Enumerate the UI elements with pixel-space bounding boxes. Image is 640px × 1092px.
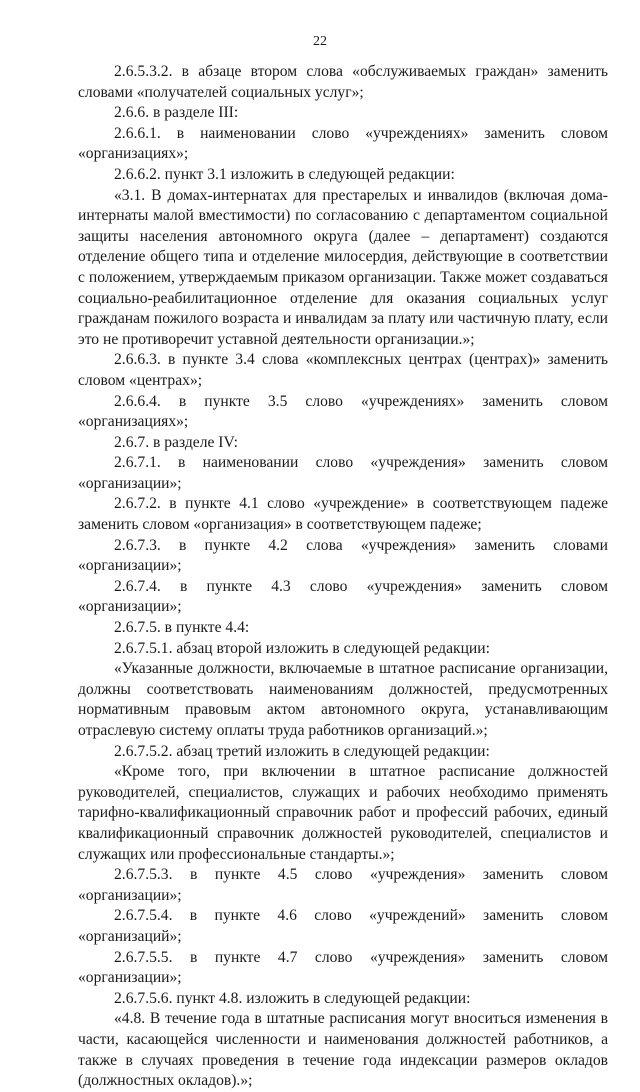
paragraph-2-6-5-3-2: 2.6.5.3.2. в абзаце втором слова «обслуживаемых граждан» заменить словами «получателей социальных услуг»; [78, 63, 608, 101]
paragraph-2-6-7-5-5: 2.6.7.5.5. в пункте 4.7 слово «учреждения» заменить словом «организации»; [78, 948, 608, 987]
paragraph-2-6-7-3: 2.6.7.3. в пункте 4.2 слова «учреждения» заменить словами «организации»; [78, 536, 608, 575]
paragraph-2-6-7-5-4: 2.6.7.5.4. в пункте 4.6 слово «учреждений» заменить словом «организаций»; [78, 907, 608, 945]
paragraph-2-6-7-5-6: 2.6.7.5.6. пункт 4.8. изложить в следующей редакции: [114, 989, 471, 1007]
paragraph-2-6-7-1: 2.6.7.1. в наименовании слово «учреждения» заменить словом «организации»; [78, 454, 608, 492]
paragraph-2-6-7-5-1: 2.6.7.5.1. абзац второй изложить в следующей редакции: [114, 639, 490, 657]
paragraph-2-6-7: 2.6.7. в разделе IV: [114, 433, 238, 451]
paragraph-2-6-6-2: 2.6.6.2. пункт 3.1 изложить в следующей редакции: [114, 165, 455, 183]
paragraph-2-6-7-5: 2.6.7.5. в пункте 4.4: [114, 619, 250, 637]
paragraph-2-6-6-1: 2.6.6.1. в наименовании слово «учреждениях» заменить словом «организациях»; [78, 124, 608, 163]
paragraph-2-6-7-4: 2.6.7.4. в пункте 4.3 слово «учреждения» заменить словом «организации»; [78, 577, 608, 616]
paragraph-2-6-7-2: 2.6.7.2. в пункте 4.1 слово «учреждение» в соответствующем падеже заменить словом «организация» в соответствующем падеже; [78, 495, 608, 534]
paragraph-quote-4-8: «4.8. В течение года в штатные расписания могут вноситься изменения в части, касающейся численности и наименования должностей работников, а также в случаях проведения в течение года индексации размеров окладов (должностных окладов).»; [78, 1010, 608, 1090]
paragraph-2-6-6-3: 2.6.6.3. в пункте 3.4 слова «комплексных центрах (центрах)» заменить словом «центрах»; [78, 351, 608, 389]
paragraph-quote-reference-books: «Кроме того, при включении в штатное расписание должностей руководителей, специалистов, служащих и рабочих необходимо применять тарифно-квалификационный справочник работ и профессий рабочих, единый квалификационный справочник должностей руководителей, специалистов и служащих или профессиональные стандарты.»; [78, 763, 608, 863]
document-body [78, 62, 608, 1092]
paragraph-quote-3-1: «3.1. В домах-интернатах для престарелых и инвалидов (включая дома-интернаты малой вместимости) по согласованию с департаментом социальной защиты населения автономного округа (далее – департамент) создаются отделение общего типа и отделение милосердия, действующие в соответствии с положением, утверждаемым приказом организации. Также может создаваться социально-реабилитационное отделение для оказания социальных услуг гражданам пожилого возраста и инвалидам за плату или частичную плату, если это не противоречит уставной деятельности организации.»; [78, 186, 608, 348]
paragraph-quote-positions: «Указанные должности, включаемые в штатное расписание организации, должны соответствовать наименованиям должностей, предусмотренных нормативным правовым актом автономного округа, устанавливающим отраслевую систему оплаты труда работников организаций.»; [78, 660, 608, 739]
paragraph-2-6-6: 2.6.6. в разделе III: [114, 104, 239, 122]
paragraph-2-6-6-4: 2.6.6.4. в пункте 3.5 слово «учреждениях» заменить словом «организациях»; [78, 392, 608, 431]
paragraph-2-6-7-5-2: 2.6.7.5.2. абзац третий изложить в следующей редакции: [114, 742, 490, 760]
page-number: 22 [313, 34, 327, 49]
paragraph-2-6-7-5-3: 2.6.7.5.3. в пункте 4.5 слово «учреждения» заменить словом «организации»; [78, 866, 608, 904]
